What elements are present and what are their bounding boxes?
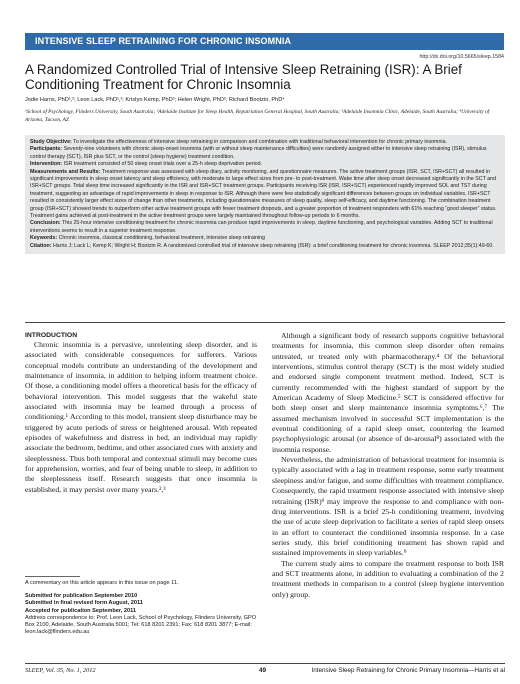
abstract-objective-label: Study Objective: (30, 139, 72, 145)
running-head: Intensive Sleep Retraining for Chronic Primary Insomnia—Harris et al (311, 667, 505, 674)
abstract-objective (30, 139, 500, 146)
intro-heading: INTRODUCTION (25, 332, 78, 339)
abstract-participants-text: Seventy-nine volunteers with chronic sleep-onset insomnia (with or without sleep maintenance difficulties) were randomly assigned either to intensive sleep retraining (ISR), stimulus control therapy (SCT), ISR plus SCT, or the control (sleep hygiene) treatment condition. (30, 146, 487, 160)
page-number: 49 (259, 667, 267, 674)
abstract-intervention-label: Intervention: (30, 161, 63, 168)
abstract-citation-text: Harris J; Lack L; Kemp K; Wright H; Bootzin R. A randomized controlled trial of intensive sleep retraining (ISR): a brief conditioning treatment for chronic insomnia. SLEEP 2012;35(1):49-60. (51, 242, 494, 249)
abstract-participants (30, 146, 500, 161)
affiliations: ¹School of Psychology, Flinders University, South Australia; ²Adelaide Institute for Sleep Health, Repatriation General Hospital, South Australia; ³Adelaide Insomnia Clinic, Adelaide, South Australia; ⁴University of Arizona, Tucson, AZ (25, 109, 490, 123)
commentary-note: A commentary on this article appears in this issue on page 11. (25, 580, 179, 586)
abstract-keywords (30, 235, 500, 242)
article-footnotes (25, 576, 257, 636)
journal-volume: SLEEP, Vol. 35, No. 1, 2012 (25, 667, 96, 674)
footnote-rule (25, 576, 80, 577)
section-header-bar (25, 33, 504, 50)
section-header-title: INTENSIVE SLEEP RETRAINING FOR CHRONIC INSOMNIA (35, 36, 292, 46)
page-footer (25, 666, 505, 676)
author-list: Jodie Harris, PhD¹,²; Leon Lack, PhD¹,²; Kristyn Kemp, PhD³; Helen Wright, PhD²; Richard Bootzin, PhD⁴ (25, 97, 285, 103)
abstract-citation-label: Citation: (30, 242, 52, 249)
section-divider (25, 322, 505, 323)
abstract-measurements-text: Treatment response was assessed with sleep diary, activity monitoring, and questionnaire measures. The active treatment groups (ISR, SCT, ISR+SCT) all resulted in significant improvements in sleep onset latency and sleep efficiency, with moderate to large effect sizes from pre- to post-treatment. Wake time after sleep onset decreased significantly in the SCT and ISR+SCT groups. Total sleep time increased significantly in the ISR and ISR+SCT treatment groups. Participants receiving ISR (ISR, ISR+SCT) experienced rapidly improved SOL and TST during treatment, suggesting an advantage of rapid improvements in sleep in response to ISR. Although there were few statistically significant differences between groups on individual variables, ISR+SCT resulted in consistently larger effect sizes of change than other treatments, including questionnaire measures of sleep quality, sleep self-efficacy, and daytime functioning. The combination treatment group (ISR+SCT) showed trends to outperform other active treatment groups with fewer treatment dropouts, and a greater proportion of treatment responders with 61% reaching “good sleeper” status. Treatment gains achieved at post-treatment in the active treatment groups were largely maintained throughout follow-up periods to 6 months. (30, 168, 497, 220)
doi-link[interactable]: http://dx.doi.org/10.5665/sleep.1584 (419, 54, 504, 60)
abstract-keywords-text: Chronic insomnia, classical conditioning, behavioral treatment, intensive sleep retraining (57, 235, 265, 242)
submitted-date: Submitted for publication September 2010 (25, 593, 138, 600)
abstract-intervention-text: ISR treatment consisted of 50 sleep onset trials over a 25-h sleep deprivation period. (62, 161, 262, 168)
abstract-conclusion-text: This 25-hour intensive conditioning treatment for chronic insomnia can produce rapid improvements in sleep, daytime functioning, and psychological variables. Adding SCT to traditional interventions seems to result in a superior treatment response. (30, 220, 493, 234)
body-column-right (272, 331, 504, 600)
footer-divider (25, 663, 505, 664)
body-paragraph: Nevertheless, the administration of behavioral treatment for insomnia is typically associated with a lag in treatment response, some early treatment sleepiness and/or fatigue, and some difficulties with treatment compliance. Consequently, the rapid treatment response associated with intensive sleep retraining (ISR)⁹ may improve the response to and compliance with non-drug interventions. ISR is a brief 25-h conditioning treatment, involving the use of acute sleep deprivation to facilitate a series of rapid sleep onsets in an effort to counteract the conditioned insomnia response. In a case series study, this brief conditioning treatment has shown rapid and sustained improvements in sleep variables.⁹ (272, 455, 504, 558)
abstract-objective-text: To investigate the effectiveness of intensive sleep retraining in comparison and combination with traditional behavioral intervention for chronic primary insomnia. (71, 139, 447, 145)
abstract-conclusion-label: Conclusion: (30, 220, 61, 227)
correspondence-address: Address correspondence to: Prof. Leon Lack, School of Psychology, Flinders University, GPO Box 2100, Adelaide, South Australia 5001; Tel: 618 8201 2391; Fax: 618 8201 3877; E-mail: leon.lack@flinders.edu.au (25, 614, 257, 636)
abstract-keywords-label: Keywords: (30, 235, 58, 242)
abstract-participants-label: Participants: (30, 146, 63, 153)
abstract-measurements (30, 169, 500, 221)
abstract-intervention (30, 161, 500, 168)
accepted-date: Accepted for publication September, 2011 (25, 607, 136, 614)
body-paragraph: The current study aims to compare the treatment response to both ISR and SCT treatments alone, in addition to evaluating a combination of the 2 treatment methods in comparison to a control (sleep hygiene intervention only) group. (272, 558, 504, 599)
revised-date: Submitted in final revised form August, 2011 (25, 600, 143, 607)
abstract-box (25, 135, 505, 254)
abstract-conclusion (30, 220, 500, 235)
body-paragraph: Although a significant body of research supports cognitive behavioral treatments for insomnia, this common sleep disorder often remains untreated, or treated only with pharmacotherapy.⁴ Of the behavioral interventions, stimulus control therapy (SCT) is the most widely studied and endorsed single component treatment method. Indeed, SCT is currently recommended with the highest standard of support by the American Academy of Sleep Medicine.⁵ SCT is considered effective for both sleep onset and sleep maintenance insomnia symptoms.⁶,⁷ The assumed mechanism involved in successful SCT implementation is the eventual conditioning of a rapid sleep onset, countering the learned psychophysiologic arousal (or absence of de-arousal⁸) associated with the insomnia response. (272, 331, 504, 454)
body-column-left (25, 331, 257, 495)
article-title: A Randomized Controlled Trial of Intensive Sleep Retraining (ISR): A Brief Conditioning Treatment for Chronic Insomnia (25, 62, 462, 92)
abstract-measurements-label: Measurements and Results: (30, 168, 101, 175)
abstract-citation (30, 243, 500, 250)
body-paragraph: Chronic insomnia is a pervasive, unrelenting sleep disorder, and is associated with considerable consequences for sufferers. Various conceptual models contribute an understanding of the development and maintenance of insomnia, in addition to helping inform treatment choice. Of those, a conditioning model offers a theoretical basis for the efficacy of behavioral intervention. This model suggests that the wakeful state associated with insomnia may be learned through a process of conditioning.¹ According to this model, transient sleep disturbance may be triggered by acute periods of stress or heightened arousal. With repeated episodes of wakefulness and distress in bed, an individual may rapidly associate the bedroom, bedtime, and other associated cues with anxiety and sleeplessness. Thus both temporal and contextual stimuli may become cues for apprehension, worries, and fear of being unable to sleep, in addition to the sleeplessness itself. Research suggests that once insomnia is established, it may persist over many years.²,³ (25, 340, 257, 494)
